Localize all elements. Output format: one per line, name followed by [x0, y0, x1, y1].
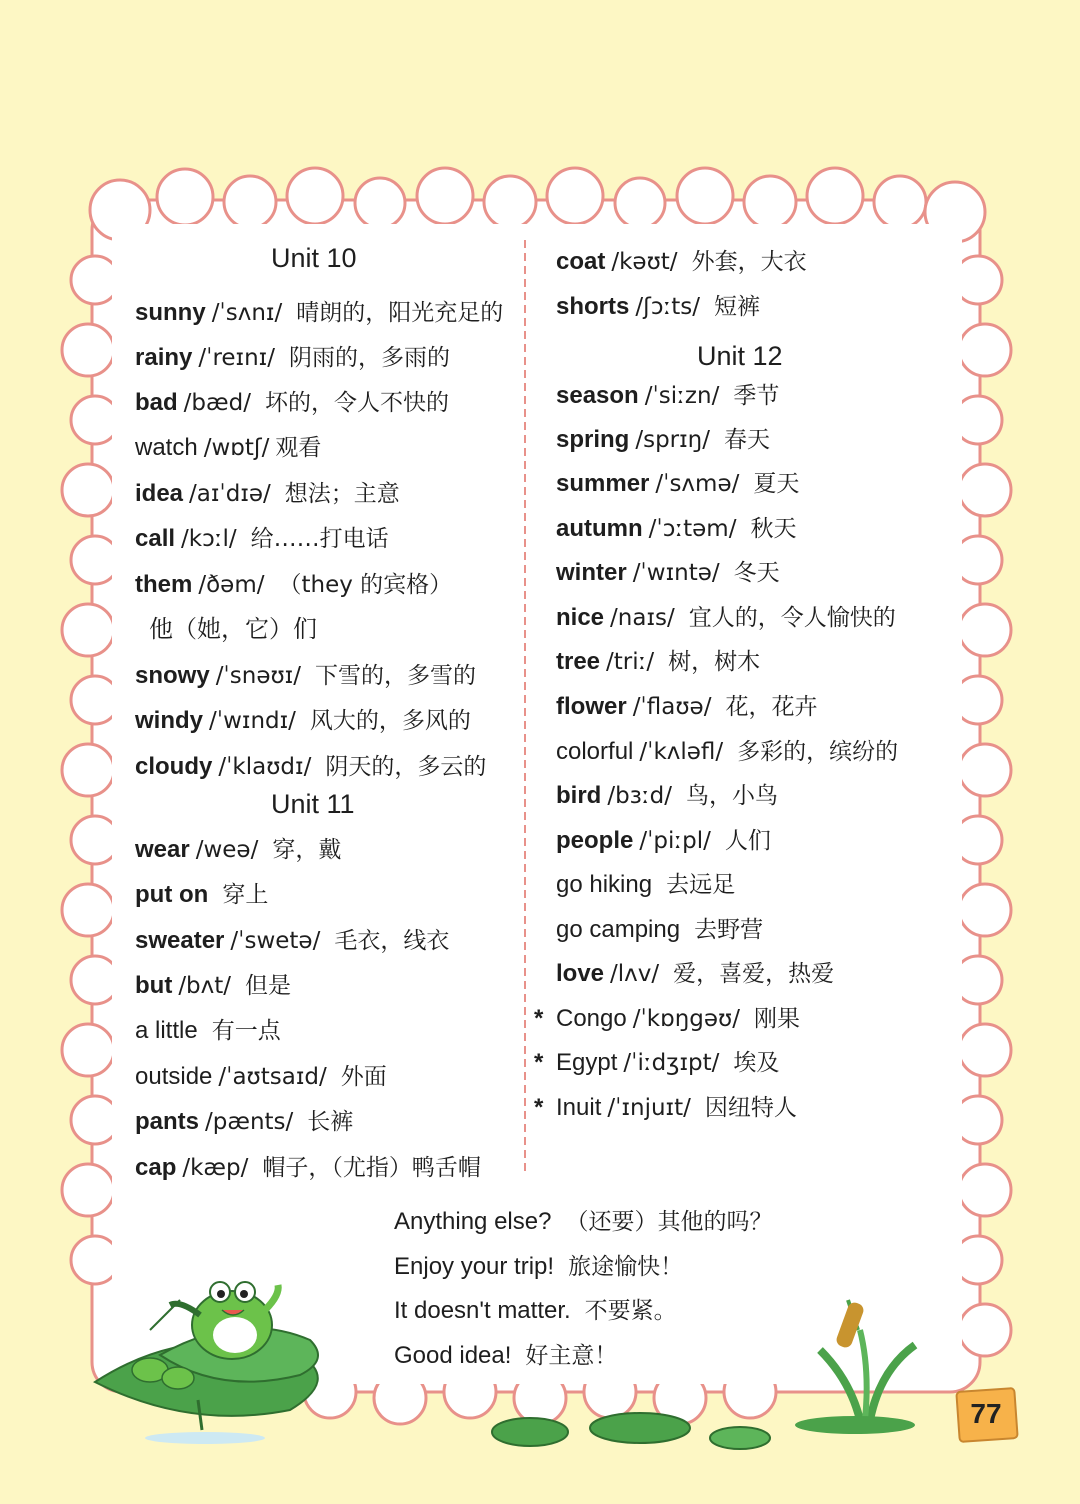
vocab-word: coat: [556, 248, 606, 275]
vocab-entry: [556, 914, 763, 946]
star-marker: *: [534, 1049, 544, 1076]
vocab-meaning: 去远足: [666, 872, 736, 898]
vocab-entry: [556, 513, 796, 545]
vocab-ipa: /ˈpiːpl/: [639, 828, 711, 854]
vocab-meaning: 埃及: [733, 1050, 780, 1076]
vocab-ipa: /ˈwɪndɪ/: [209, 708, 296, 734]
vocab-entry: [135, 523, 389, 555]
vocab-word: but: [135, 972, 173, 999]
vocab-entry: [556, 780, 778, 812]
vocab-entry: [556, 380, 779, 412]
vocab-entry: [135, 432, 321, 464]
vocab-entry: [556, 958, 834, 990]
vocab-entry: [135, 751, 486, 783]
vocab-word: outside: [135, 1063, 213, 1090]
vocab-word: call: [135, 525, 176, 552]
phrase-en: It doesn't matter.: [394, 1297, 571, 1324]
phrase-zh: 好主意！: [525, 1343, 618, 1369]
vocab-word: colorful: [556, 738, 634, 765]
vocab-ipa: /pænts/: [205, 1109, 294, 1135]
vocab-meaning: 冬天: [733, 560, 780, 586]
vocab-entry: [556, 291, 760, 323]
vocab-ipa: /ˈɔːtəm/: [648, 516, 737, 542]
vocab-meaning: 外面: [340, 1064, 387, 1090]
vocab-meaning-continuation: 他（她，它）们: [149, 616, 317, 643]
vocab-ipa: /kæp/: [182, 1155, 249, 1181]
vocab-word: put on: [135, 881, 209, 908]
vocab-entry: [556, 246, 807, 278]
phrase-item: [394, 1251, 683, 1283]
vocab-word: bird: [556, 782, 602, 809]
phrase-zh: （还要）其他的吗？: [565, 1209, 773, 1235]
vocab-word: spring: [556, 426, 630, 453]
vocab-meaning: 阴雨的，多雨的: [288, 345, 450, 371]
vocab-entry: [135, 297, 503, 329]
vocab-entry: [135, 1015, 281, 1047]
vocab-ipa: /ˈsiːzn/: [644, 383, 720, 409]
vocab-word: cloudy: [135, 753, 213, 780]
vocab-word: go hiking: [556, 871, 653, 898]
vocab-meaning: 多彩的，缤纷的: [737, 739, 899, 765]
vocab-entry: [556, 602, 896, 634]
vocab-entry: [556, 736, 898, 768]
vocab-meaning: （they 的宾格）: [278, 572, 453, 598]
vocab-meaning: 刚果: [754, 1006, 801, 1032]
vocab-word: sunny: [135, 299, 206, 326]
vocab-entry: [135, 660, 476, 692]
vocab-entry: [135, 478, 400, 510]
vocab-ipa: /triː/: [606, 649, 655, 675]
vocab-entry: [135, 387, 449, 419]
vocab-word: pants: [135, 1108, 200, 1135]
vocab-ipa: /ˈflaʊə/: [632, 694, 712, 720]
vocab-ipa: /ˈɪnjuɪt/: [607, 1095, 691, 1121]
vocab-entry: [135, 705, 471, 737]
vocab-ipa: /ˈsʌnɪ/: [211, 300, 283, 326]
vocab-meaning: 季节: [733, 383, 780, 409]
vocab-meaning: 给……打电话: [250, 526, 389, 552]
vocab-meaning: 穿，戴: [272, 837, 342, 863]
vocab-entry: [135, 879, 268, 911]
vocab-word: nice: [556, 604, 605, 631]
vocab-meaning: 爱，喜爱，热爱: [673, 961, 835, 987]
vocab-entry: [556, 424, 770, 456]
vocab-ipa: /ʃɔːts/: [635, 294, 700, 320]
vocab-meaning: 树，树木: [668, 649, 761, 675]
vocab-word: love: [556, 960, 605, 987]
vocab-word: bad: [135, 389, 178, 416]
vocab-ipa: /ˈaʊtsaɪd/: [218, 1064, 327, 1090]
vocab-word: idea: [135, 480, 184, 507]
vocab-word: shorts: [556, 293, 630, 320]
vocab-word: tree: [556, 648, 601, 675]
page-number: 77: [970, 1398, 1002, 1429]
vocab-ipa: /ˈswetə/: [230, 928, 321, 954]
vocab-entry: [556, 869, 735, 901]
vocab-word: windy: [135, 707, 204, 734]
star-marker: *: [534, 1094, 544, 1121]
unit-11-heading: Unit 11: [271, 789, 355, 819]
vocab-meaning: 阴天的，多云的: [325, 754, 487, 780]
vocab-meaning: 因纽特人: [704, 1095, 797, 1121]
vocab-word: Congo: [556, 1005, 627, 1032]
vocab-word: flower: [556, 693, 627, 720]
vocab-meaning: 人们: [724, 828, 771, 854]
vocab-entry: [534, 1092, 797, 1124]
phrase-zh: 旅途愉快！: [568, 1254, 684, 1280]
unit-10-heading: Unit 10: [271, 243, 357, 273]
vocab-word: autumn: [556, 515, 643, 542]
star-marker: *: [534, 1005, 544, 1032]
vocab-ipa: /ˈiːdʒɪpt/: [623, 1050, 720, 1076]
vocab-word: go camping: [556, 916, 681, 943]
phrase-en: Anything else?: [394, 1208, 552, 1235]
vocab-word: cap: [135, 1154, 177, 1181]
vocab-meaning: 想法；主意: [284, 481, 400, 507]
vocab-meaning: 有一点: [211, 1018, 281, 1044]
phrase-item: [394, 1340, 617, 1372]
vocab-word: season: [556, 382, 639, 409]
vocab-ipa: /ˈkʌləfl/: [639, 739, 724, 765]
vocab-entry: [135, 834, 341, 866]
vocab-meaning: 外套，大衣: [691, 249, 807, 275]
phrase-en: Enjoy your trip!: [394, 1253, 555, 1280]
vocab-entry: [556, 468, 799, 500]
vocab-meaning: 秋天: [750, 516, 797, 542]
vocab-entry: [556, 691, 817, 723]
vocab-ipa: /aɪˈdɪə/: [189, 481, 271, 507]
vocab-meaning: 鸟，小鸟: [686, 783, 779, 809]
vocab-entry: [556, 557, 780, 589]
vocab-ipa: /bæd/: [183, 390, 251, 416]
vocab-word: a little: [135, 1017, 198, 1044]
vocab-meaning: 宜人的，令人愉快的: [688, 605, 896, 631]
lily-pads: [492, 1413, 770, 1449]
vocab-meaning: 帽子，（尤指）鸭舌帽: [262, 1155, 481, 1181]
vocab-entry: [135, 1061, 387, 1093]
vocab-word: people: [556, 827, 634, 854]
vocab-ipa: /naɪs/: [610, 605, 675, 631]
vocab-word: wear: [135, 836, 190, 863]
phrase-en: Good idea!: [394, 1342, 512, 1369]
vocab-ipa: /ðəm/: [198, 572, 265, 598]
vocab-meaning: 去野营: [694, 917, 764, 943]
vocab-word: snowy: [135, 662, 210, 689]
vocab-meaning: 毛衣，线衣: [334, 928, 450, 954]
vocab-ipa: /wɒtʃ/: [203, 435, 270, 461]
vocab-ipa: /ˈreɪnɪ/: [198, 345, 275, 371]
vocab-entry: [534, 1047, 780, 1079]
vocab-ipa: /sprɪŋ/: [635, 427, 711, 453]
vocab-ipa: /ˈsnəʊɪ/: [215, 663, 301, 689]
vocab-meaning: 风大的，多风的: [309, 708, 471, 734]
vocab-entry: [135, 1106, 353, 1138]
vocab-word: watch: [135, 434, 198, 461]
vocab-entry: [556, 646, 760, 678]
vocab-meaning: 晴朗的，阳光充足的: [296, 300, 504, 326]
vocab-ipa: /bɜːd/: [607, 783, 673, 809]
vocab-entry: [135, 1152, 481, 1184]
vocab-meaning: 花，花卉: [725, 694, 818, 720]
vocab-word: summer: [556, 470, 650, 497]
vocab-entry: [556, 825, 771, 857]
vocab-ipa: /ˈwɪntə/: [632, 560, 720, 586]
vocab-entry: [135, 970, 291, 1002]
vocab-ipa: /ˈkɒŋgəʊ/: [632, 1006, 741, 1032]
vocab-ipa: /ˈklaʊdɪ/: [218, 754, 312, 780]
vocab-ipa: /bʌt/: [178, 973, 232, 999]
vocab-meaning: 短裤: [713, 294, 760, 320]
vocab-ipa: /ˈsʌmə/: [655, 471, 740, 497]
vocab-word: winter: [556, 559, 627, 586]
vocab-word: Egypt: [556, 1049, 618, 1076]
vocab-entry: [135, 925, 449, 957]
vocab-word: them: [135, 571, 193, 598]
vocab-ipa: /weə/: [195, 837, 259, 863]
vocab-meaning: 穿上: [222, 882, 269, 908]
vocab-meaning: 长裤: [307, 1109, 354, 1135]
vocab-meaning: 下雪的，多雪的: [314, 663, 476, 689]
phrase-zh: 不要紧。: [584, 1298, 677, 1324]
vocab-entry: [135, 342, 450, 374]
vocab-entry: [135, 569, 452, 601]
vocab-meaning: 观看: [275, 435, 322, 461]
vocab-ipa: /kɔːl/: [181, 526, 237, 552]
vocab-entry: [534, 1003, 801, 1035]
phrase-item: [394, 1295, 677, 1327]
vocab-ipa: /kəʊt/: [611, 249, 678, 275]
vocab-meaning: 坏的，令人不快的: [264, 390, 449, 416]
vocab-word: rainy: [135, 344, 193, 371]
phrase-item: [394, 1206, 772, 1238]
vocab-meaning: 但是: [245, 973, 292, 999]
vocab-meaning: 夏天: [753, 471, 800, 497]
vocab-meaning: 春天: [724, 427, 771, 453]
vocab-word: Inuit: [556, 1094, 602, 1121]
vocab-ipa: /lʌv/: [610, 961, 660, 987]
unit-12-heading: Unit 12: [697, 341, 783, 371]
vocab-word: sweater: [135, 927, 225, 954]
